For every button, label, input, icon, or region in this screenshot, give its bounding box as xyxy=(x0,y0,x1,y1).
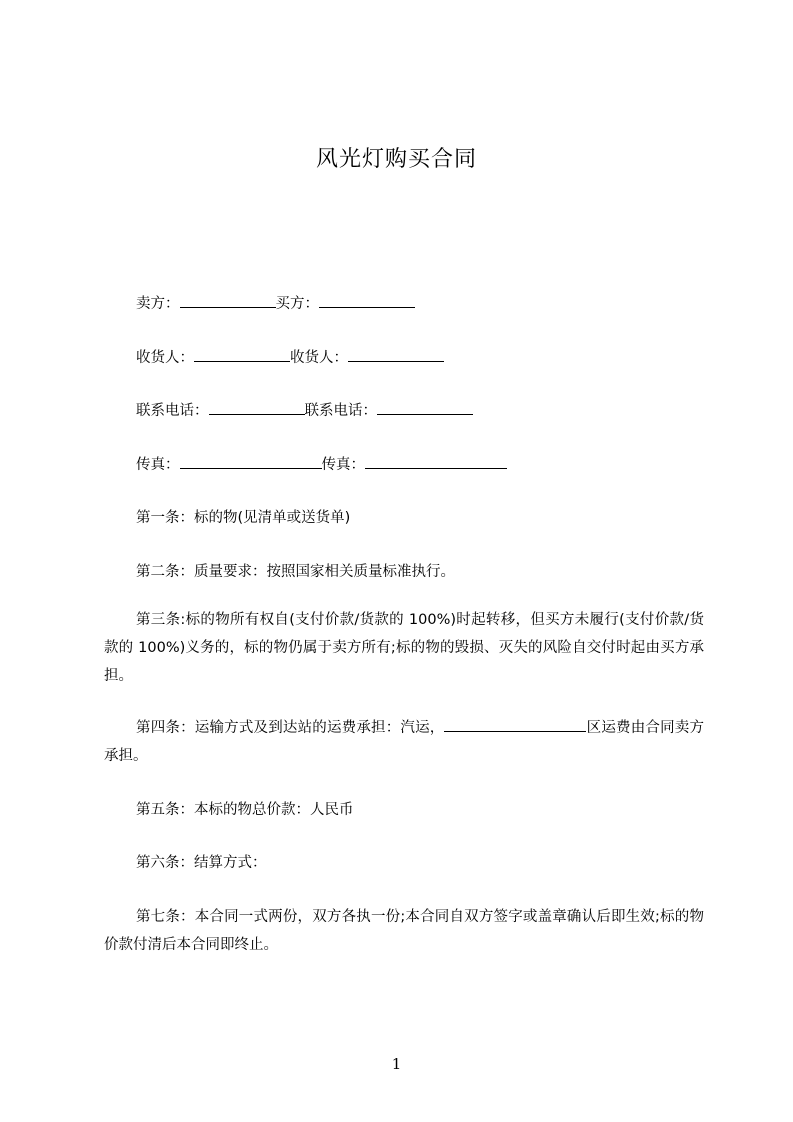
seller-blank xyxy=(180,294,276,308)
buyer-blank xyxy=(319,294,415,308)
article-2: 第二条：质量要求：按照国家相关质量标准执行。 xyxy=(136,564,455,580)
phone-line xyxy=(136,399,473,420)
page-number: 1 xyxy=(391,1055,402,1073)
article-4-text-post: 区运费由合同卖方承担。 xyxy=(104,720,705,764)
phone-blank-2 xyxy=(377,401,473,415)
consignee-blank-1 xyxy=(194,348,290,362)
fax-label-1: 传真： xyxy=(136,457,180,473)
consignee-label-2: 收货人： xyxy=(290,350,348,366)
fax-blank-1 xyxy=(180,455,322,469)
buyer-label: 买方： xyxy=(275,296,319,312)
consignee-blank-2 xyxy=(348,348,444,362)
phone-blank-1 xyxy=(209,401,305,415)
article-1: 第一条：标的物(见清单或送货单) xyxy=(136,510,351,526)
transport-blank xyxy=(444,718,586,732)
document-title: 风光灯购买合同 xyxy=(315,147,477,172)
phone-label-2: 联系电话： xyxy=(304,403,377,419)
article-3: 第三条:标的物所有权自(支付价款/货款的 100%)时起转移，但买方未履行(支付价款/货款的 100%)义务的，标的物仍属于卖方所有;标的物的毁损、灭失的风险自交付时起由买方承担。 xyxy=(104,612,704,684)
phone-label-1: 联系电话： xyxy=(136,403,209,419)
consignee-label-1: 收货人： xyxy=(136,350,194,366)
fax-blank-2 xyxy=(365,455,507,469)
article-4-text-pre: 第四条：运输方式及到达站的运费承担：汽运， xyxy=(136,720,445,736)
seller-buyer-line xyxy=(136,292,415,313)
fax-label-2: 传真： xyxy=(321,457,365,473)
article-4 xyxy=(104,714,704,770)
seller-label: 卖方： xyxy=(136,296,180,312)
article-5: 第五条：本标的物总价款：人民币 xyxy=(136,802,354,818)
fax-line xyxy=(136,453,507,474)
article-6: 第六条：结算方式： xyxy=(136,855,267,871)
consignee-line xyxy=(136,346,444,367)
article-7: 第七条：本合同一式两份，双方各执一份;本合同自双方签字或盖章确认后即生效;标的物价款付清后本合同即终止。 xyxy=(104,909,704,953)
